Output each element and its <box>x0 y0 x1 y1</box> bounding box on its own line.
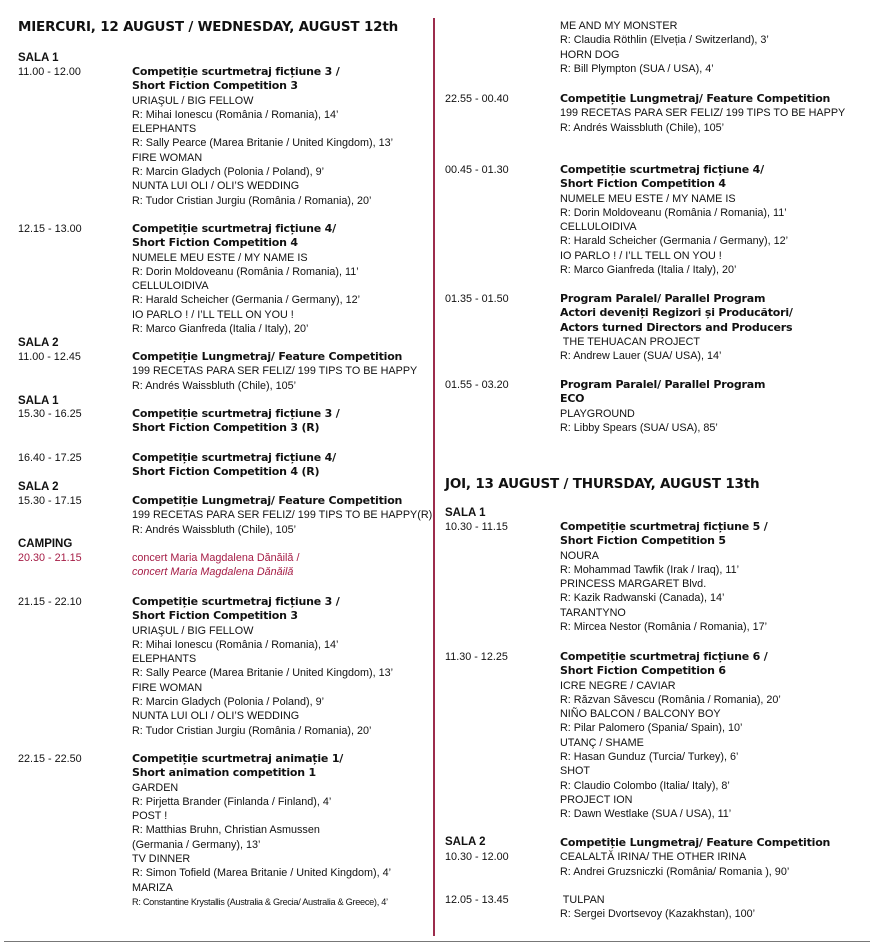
entry-heading: Competiție scurtmetraj ficțiune 4/ <box>560 163 764 176</box>
film-line: R: Marcin Gladych (Polonia / Poland), 9’ <box>132 696 325 709</box>
film-line: (Germania / Germany), 13’ <box>132 838 261 851</box>
film-line: PLAYGROUND <box>560 407 635 420</box>
film-line: R: Mihai Ionescu (România / Romania), 14’ <box>132 108 339 121</box>
film-line: R: Dawn Westlake (SUA / USA), 11’ <box>560 808 732 821</box>
program-entry <box>132 494 432 537</box>
time-slot: 11.00 - 12.45 <box>18 351 81 363</box>
film-line: NUMELE MEU ESTE / MY NAME IS <box>132 251 308 264</box>
time-slot: 15.30 - 17.15 <box>18 495 82 507</box>
program-entry <box>132 752 391 909</box>
film-line: R: Mircea Nestor (România / Romania), 17’ <box>560 621 768 634</box>
film-line: R: Andrés Waissbluth (Chile), 105’ <box>560 121 725 134</box>
film-line: SHOT <box>560 765 590 778</box>
film-line: URIAŞUL / BIG FELLOW <box>132 94 254 107</box>
sala-label: SALA 2 <box>18 337 59 349</box>
entry-heading: Competiție scurtmetraj ficțiune 3 / <box>132 65 340 78</box>
entry-heading: Competiție scurtmetraj ficțiune 3 / <box>132 407 340 420</box>
film-line: R: Mihai Ionescu (România / Romania), 14’ <box>132 638 339 651</box>
film-line: R: Tudor Cristian Jurgiu (România / Romania), 20’ <box>132 194 372 207</box>
entry-heading: Competiție Lungmetraj/ Feature Competition <box>132 350 403 363</box>
entry-heading: Short Fiction Competition 3 (R) <box>132 421 320 435</box>
film-line: R: Marcin Gladych (Polonia / Poland), 9’ <box>132 166 325 179</box>
film-line: FIRE WOMAN <box>132 681 203 694</box>
program-entry <box>560 292 793 363</box>
entry-heading: Short Fiction Competition 5 <box>560 534 726 548</box>
film-line: R: Libby Spears (SUA/ USA), 85’ <box>560 421 718 434</box>
sala-label: SALA 1 <box>18 52 59 64</box>
film-line: R: Pirjetta Brander (Finlanda / Finland), 4’ <box>132 795 332 808</box>
film-line: R: Harald Scheicher (Germania / Germany), 12’ <box>132 294 361 307</box>
film-line: R: Dorin Moldoveanu (România / Romania), 11’ <box>560 206 787 219</box>
film-line: R: Mohammad Tawfik (Irak / Iraq), 11’ <box>560 563 740 576</box>
film-line: R: Pilar Palomero (Spania/ Spain), 10’ <box>560 722 743 735</box>
program-entry <box>132 451 336 480</box>
film-line: URIAŞUL / BIG FELLOW <box>132 624 254 637</box>
film-line: R: Bill Plympton (SUA / USA), 4’ <box>560 62 714 75</box>
entry-heading: ECO <box>560 392 585 406</box>
bottom-rule <box>4 941 870 942</box>
film-line: NUNTA LUI OLI / OLI’S WEDDING <box>132 710 300 723</box>
time-slot: 15.30 - 16.25 <box>18 408 82 420</box>
time-slot: 11.00 - 12.00 <box>18 66 81 78</box>
film-line: ELEPHANTS <box>132 653 197 666</box>
day-title-thursday: JOI, 13 AUGUST / THURSDAY, AUGUST 13th <box>445 476 760 492</box>
day-title-wednesday: MIERCURI, 12 AUGUST / WEDNESDAY, AUGUST 12th <box>18 19 398 35</box>
entry-heading: Competiție Lungmetraj/ Feature Competition <box>132 494 403 507</box>
program-entry <box>560 378 765 435</box>
film-line: TARANTYNO <box>560 606 626 619</box>
program-entry <box>132 65 393 208</box>
entry-heading: Competiție scurtmetraj ficțiune 4/ <box>132 222 336 235</box>
film-line: GARDEN <box>132 781 179 794</box>
program-entry <box>560 92 845 135</box>
film-line: R: Kazik Radwanski (Canada), 14’ <box>560 592 725 605</box>
program-entry <box>560 520 768 634</box>
entry-heading: Competiție scurtmetraj ficțiune 3 / <box>132 595 340 608</box>
program-entry <box>132 595 393 738</box>
entry-heading: Short Fiction Competition 6 <box>560 664 726 678</box>
film-line: R: Claudia Röthlin (Elveția / Switzerland), 3’ <box>560 34 769 47</box>
film-line: R: Marco Gianfreda (Italia / Italy), 20’ <box>560 264 737 277</box>
film-line: R: Andrés Waissbluth (Chile), 105’ <box>132 379 297 392</box>
film-line: UTANÇ / SHAME <box>560 736 644 749</box>
film-line: FIRE WOMAN <box>132 151 203 164</box>
sala-label: SALA 1 <box>18 395 59 407</box>
time-slot: 10.30 - 12.00 <box>445 851 509 863</box>
film-line: R: Andrei Gruzsniczki (România/ Romania ), 90’ <box>560 865 790 878</box>
film-line: R: Tudor Cristian Jurgiu (România / Romania), 20’ <box>132 724 372 737</box>
column-divider <box>433 18 435 936</box>
concert-line: concert Maria Magdalena Dănăilă / <box>132 552 300 564</box>
film-line: ELEPHANTS <box>132 123 197 136</box>
entry-heading: Competiție scurtmetraj ficțiune 4/ <box>132 451 336 464</box>
program-entry <box>560 163 788 277</box>
film-line: THE TEHUACAN PROJECT <box>560 335 700 348</box>
entry-heading: Competiție Lungmetraj/ Feature Competition <box>560 92 831 105</box>
time-slot: 16.40 - 17.25 <box>18 452 82 464</box>
film-line: PROJECT ION <box>560 793 633 806</box>
time-slot: 20.30 - 21.15 <box>18 552 82 564</box>
film-line: NUNTA LUI OLI / OLI’S WEDDING <box>132 180 300 193</box>
film-line: R: Sally Pearce (Marea Britanie / United Kingdom), 13’ <box>132 137 394 150</box>
film-line: NIÑO BALCON / BALCONY BOY <box>560 708 721 721</box>
program-entry <box>132 407 340 436</box>
sala-label: CAMPING <box>18 538 73 550</box>
entry-heading: Competiție scurtmetraj ficțiune 5 / <box>560 520 768 533</box>
film-line: 199 RECETAS PARA SER FELIZ/ 199 TIPS TO BE HAPPY <box>560 107 846 120</box>
film-line: 199 RECETAS PARA SER FELIZ/ 199 TIPS TO BE HAPPY <box>132 365 418 378</box>
entry-heading: Short Fiction Competition 4 (R) <box>132 465 320 479</box>
film-line: R: Răzvan Săvescu (România / Romania), 20’ <box>560 693 781 706</box>
film-line: R: Harald Scheicher (Germania / Germany), 12’ <box>560 235 789 248</box>
film-line: IO PARLO ! / I’LL TELL ON YOU ! <box>132 308 294 321</box>
film-line: HORN DOG <box>560 48 620 61</box>
film-line: NUMELE MEU ESTE / MY NAME IS <box>560 192 736 205</box>
time-slot: 11.30 - 12.25 <box>445 651 508 663</box>
time-slot: 12.05 - 13.45 <box>445 894 509 906</box>
concert-line: concert Maria Magdalena Dănăilă <box>132 566 294 579</box>
film-line: R: Constantine Krystallis (Australia & Grecia/ Australia & Greece), 4’ <box>132 896 388 907</box>
time-slot: 01.35 - 01.50 <box>445 293 509 305</box>
entry-heading: Short Fiction Competition 4 <box>132 236 298 250</box>
film-line: POST ! <box>132 810 168 823</box>
film-line: 199 RECETAS PARA SER FELIZ/ 199 TIPS TO BE HAPPY(R) <box>132 509 433 522</box>
time-slot: 01.55 - 03.20 <box>445 379 509 391</box>
time-slot: 22.15 - 22.50 <box>18 753 82 765</box>
program-entry <box>560 836 830 879</box>
time-slot: 00.45 - 01.30 <box>445 164 509 176</box>
film-line: PRINCESS MARGARET Blvd. <box>560 578 707 591</box>
film-line: R: Claudio Colombo (Italia/ Italy), 8’ <box>560 779 730 792</box>
time-slot: 10.30 - 11.15 <box>445 521 508 533</box>
continued-entry <box>560 19 769 76</box>
entry-heading: Competiție scurtmetraj animație 1/ <box>132 752 344 765</box>
time-slot: 22.55 - 00.40 <box>445 93 509 105</box>
film-line: ICRE NEGRE / CAVIAR <box>560 679 676 692</box>
film-line: R: Matthias Bruhn, Christian Asmussen <box>132 824 320 837</box>
entry-heading: Short animation competition 1 <box>132 766 316 780</box>
sala-label: SALA 1 <box>445 507 486 519</box>
entry-heading: Program Paralel/ Parallel Program <box>560 292 766 305</box>
film-line: NOURA <box>560 549 599 562</box>
film-line: R: Andrew Lauer (SUA/ USA), 14’ <box>560 350 722 363</box>
program-entry <box>560 893 755 922</box>
entry-heading: Competiție Lungmetraj/ Feature Competition <box>560 836 831 849</box>
program-entry <box>132 222 360 336</box>
film-line: R: Sergei Dvortsevoy (Kazakhstan), 100’ <box>560 908 756 921</box>
film-line: MARIZA <box>132 881 173 894</box>
sala-label: SALA 2 <box>445 836 486 848</box>
film-line: IO PARLO ! / I’LL TELL ON YOU ! <box>560 249 722 262</box>
film-line: R: Simon Tofield (Marea Britanie / United Kingdom), 4’ <box>132 867 392 880</box>
entry-heading: Short Fiction Competition 3 <box>132 609 298 623</box>
entry-heading: Short Fiction Competition 3 <box>132 79 298 93</box>
entry-heading: Actori deveniți Regizori și Producători/ <box>560 306 793 320</box>
entry-heading: Competiție scurtmetraj ficțiune 6 / <box>560 650 768 663</box>
entry-heading: Short Fiction Competition 4 <box>560 177 726 191</box>
film-line: R: Dorin Moldoveanu (România / Romania), 11’ <box>132 265 359 278</box>
film-line: CEALALTĂ IRINA/ THE OTHER IRINA <box>560 851 747 864</box>
film-line: R: Andrés Waissbluth (Chile), 105’ <box>132 523 297 536</box>
film-line: CELLULOIDIVA <box>132 280 209 293</box>
program-entry <box>132 350 417 393</box>
film-line: R: Sally Pearce (Marea Britanie / United Kingdom), 13’ <box>132 667 394 680</box>
film-line: CELLULOIDIVA <box>560 221 637 234</box>
film-line: TULPAN <box>560 894 605 906</box>
film-line: R: Hasan Gunduz (Turcia/ Turkey), 6’ <box>560 751 739 764</box>
entry-heading: Actors turned Directors and Producers <box>560 320 793 334</box>
time-slot: 12.15 - 13.00 <box>18 223 82 235</box>
sala-label: SALA 2 <box>18 481 59 493</box>
film-line: ME AND MY MONSTER <box>560 20 678 32</box>
film-line: R: Marco Gianfreda (Italia / Italy), 20’ <box>132 323 309 336</box>
entry-heading: Program Paralel/ Parallel Program <box>560 378 766 391</box>
program-entry <box>560 650 781 822</box>
concert-entry <box>132 551 299 580</box>
film-line: TV DINNER <box>132 853 191 866</box>
time-slot: 21.15 - 22.10 <box>18 596 82 608</box>
